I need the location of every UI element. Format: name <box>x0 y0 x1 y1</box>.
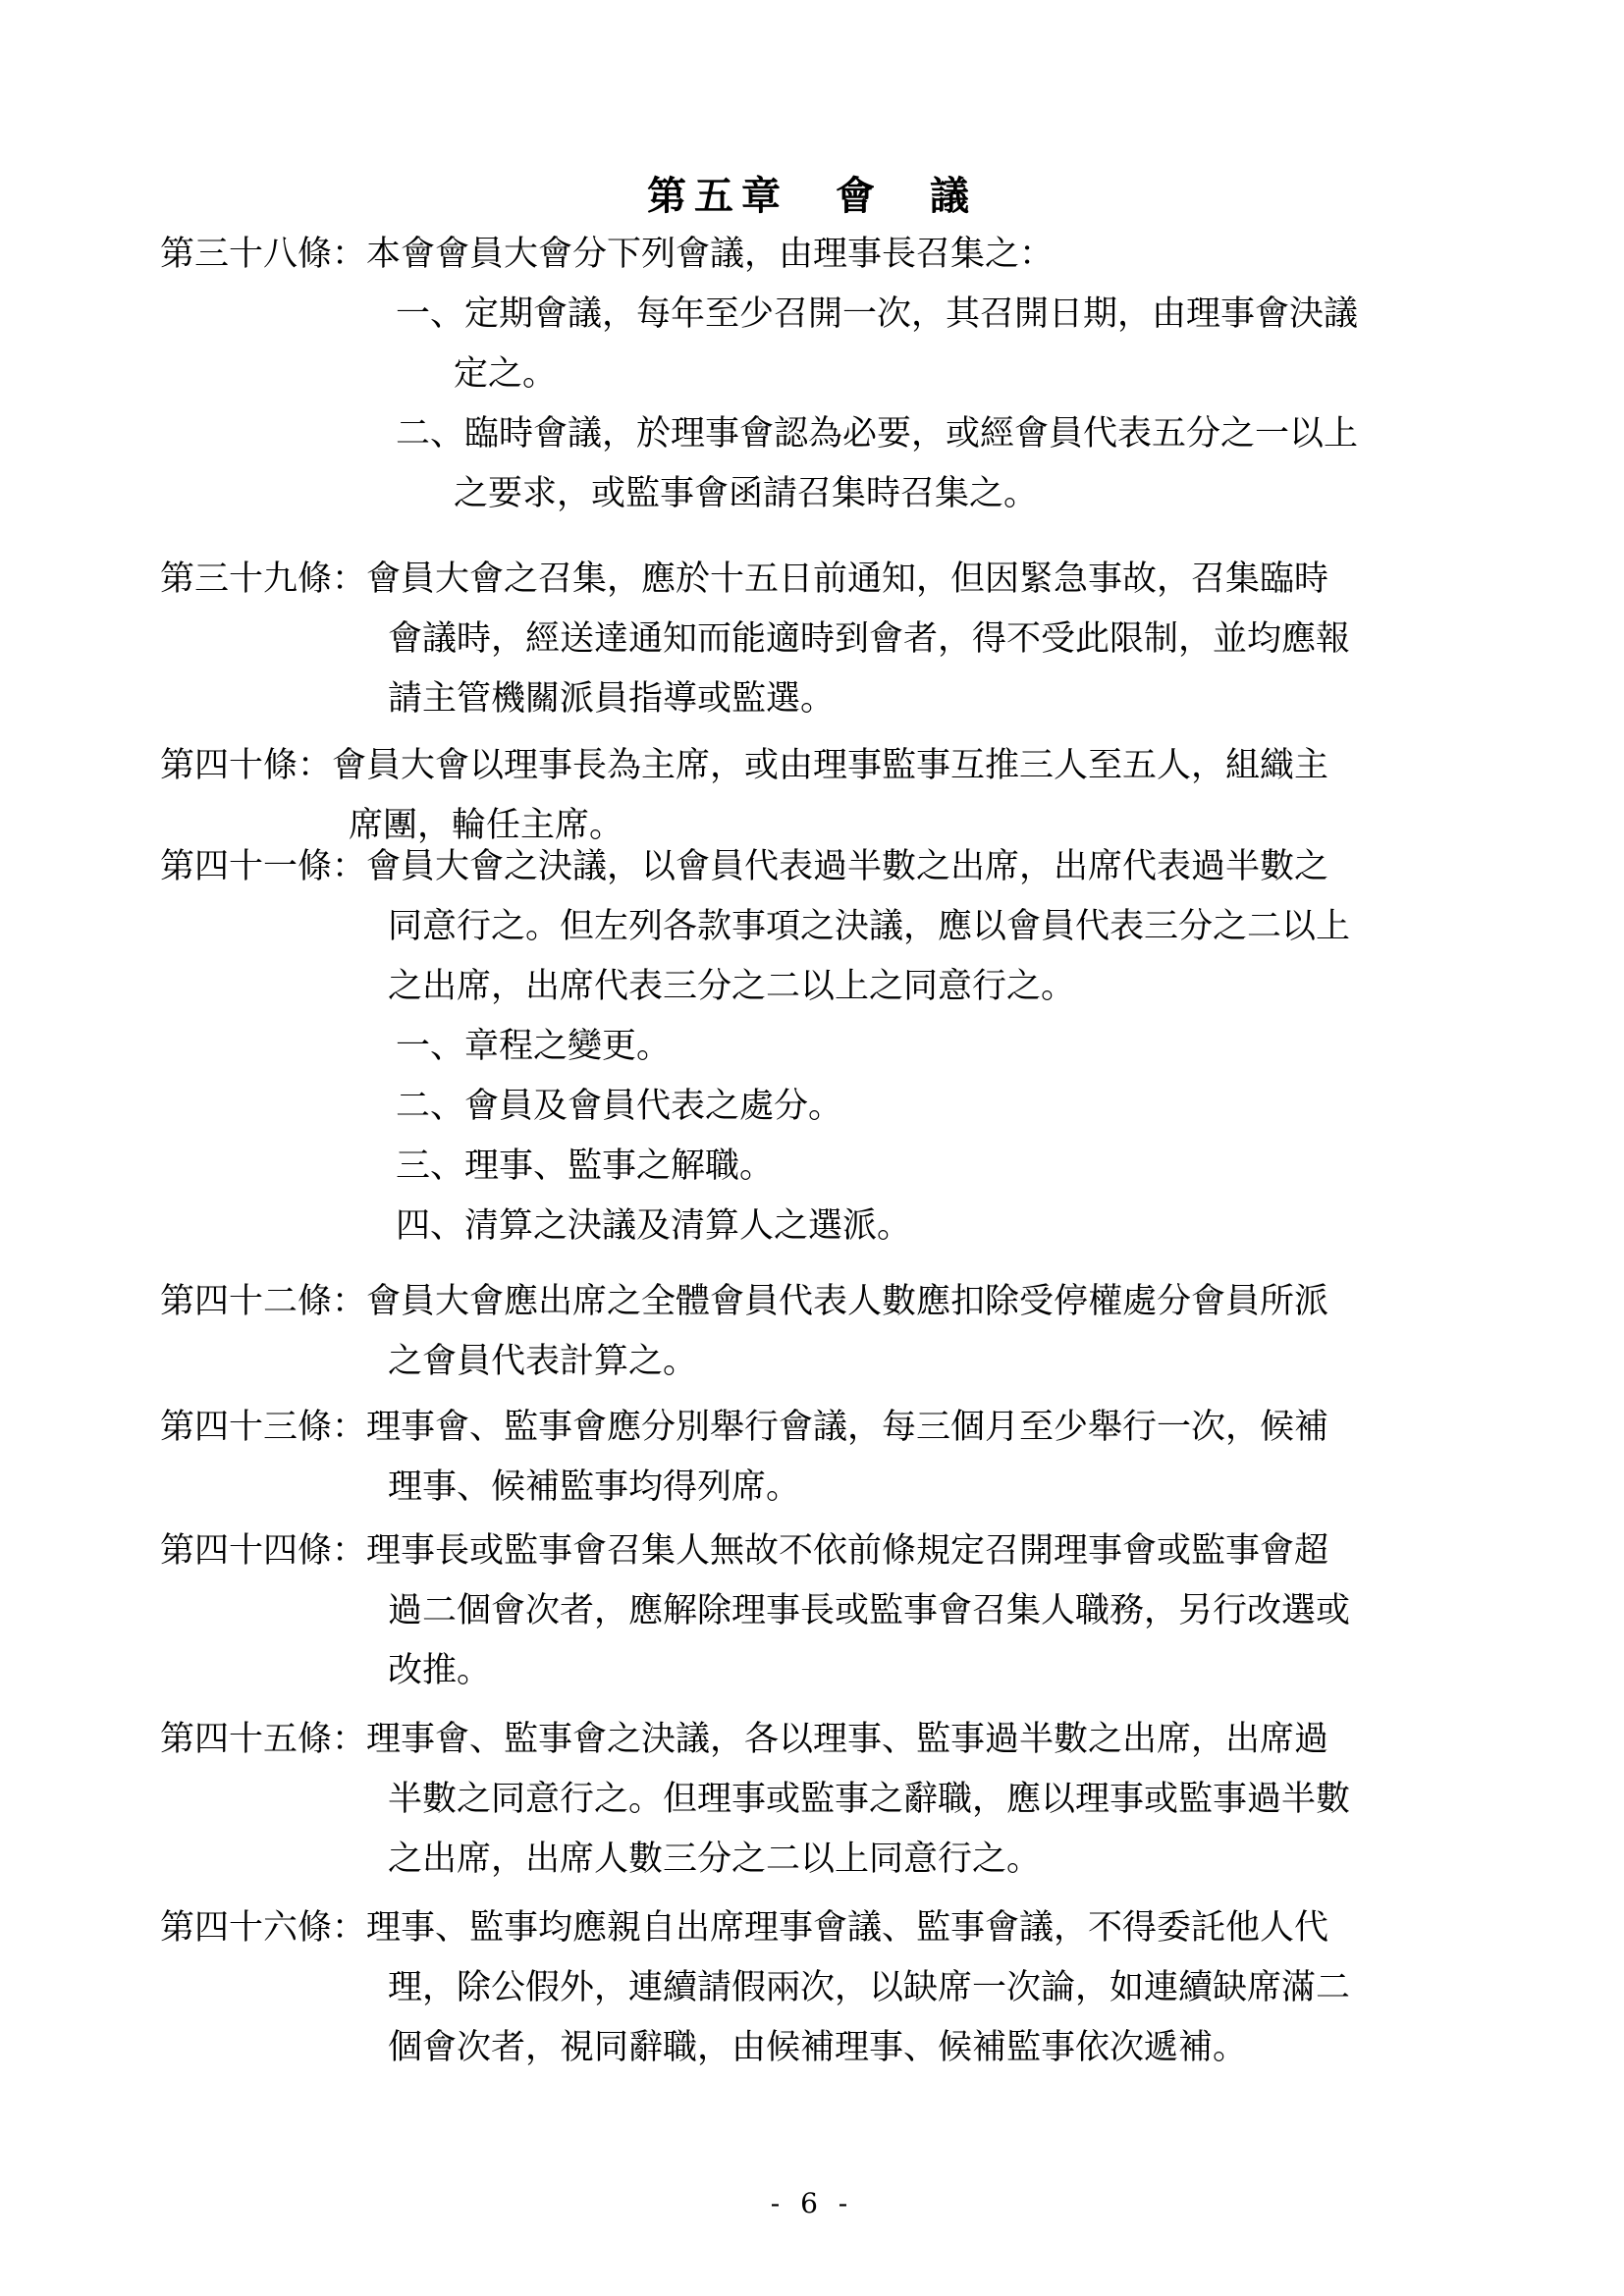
article-text-line: 本會會員大會分下列會議，由理事長召集之： <box>366 235 1055 274</box>
article-text-line: 理事、候補監事均得列席。 <box>388 1468 801 1507</box>
article-item-line: 四、清算之決議及清算人之選派。 <box>396 1206 912 1246</box>
article-text-line: 理事會、監事會之決議，各以理事、監事過半數之出席，出席過 <box>366 1720 1329 1759</box>
article-text-line: 會員大會以理事長為主席，或由理事監事互推三人至五人，組織主 <box>332 746 1329 785</box>
article-text-line: 過二個會次者，應解除理事長或監事會召集人職務，另行改選或 <box>388 1591 1351 1630</box>
article-item-line: 定之。 <box>454 354 558 394</box>
article-text-line: 之出席，出席人數三分之二以上同意行之。 <box>388 1840 1042 1879</box>
article-text-line: 理，除公假外，連續請假兩次，以缺席一次論，如連續缺席滿二 <box>388 1968 1351 2007</box>
article-heading: 第三十八條： <box>160 235 367 274</box>
article-text-line: 半數之同意行之。但理事或監事之辭職，應以理事或監事過半數 <box>388 1780 1351 1819</box>
article-heading: 第四十六條： <box>160 1908 367 1948</box>
article-heading: 第四十三條： <box>160 1408 367 1447</box>
article-item-line: 一、章程之變更。 <box>396 1027 672 1066</box>
article-text-line: 改推。 <box>388 1651 492 1690</box>
article-text-line: 請主管機關派員指導或監選。 <box>388 679 836 719</box>
article-heading: 第四十一條： <box>160 847 367 886</box>
article-item-line: 一、定期會議，每年至少召開一次，其召開日期，由理事會決議 <box>396 294 1359 334</box>
article-item-line: 二、會員及會員代表之處分。 <box>396 1087 843 1126</box>
article-text-line: 之會員代表計算之。 <box>388 1342 698 1381</box>
article-text-line: 理事、監事均應親自出席理事會議、監事會議，不得委託他人代 <box>366 1908 1329 1948</box>
article-text-line: 會議時，經送達通知而能適時到會者，得不受此限制，並均應報 <box>388 619 1351 659</box>
article-heading: 第四十四條： <box>160 1531 367 1571</box>
article-text-line: 個會次者，視同辭職，由候補理事、候補監事依次遞補。 <box>388 2028 1248 2067</box>
article-text-line: 會員大會之決議，以會員代表過半數之出席，出席代表過半數之 <box>366 847 1329 886</box>
article-item-line: 二、臨時會議，於理事會認為必要，或經會員代表五分之一以上 <box>396 414 1359 454</box>
article-text-line: 之出席，出席代表三分之二以上之同意行之。 <box>388 967 1076 1006</box>
article-text-line: 理事會、監事會應分別舉行會議，每三個月至少舉行一次，候補 <box>366 1408 1329 1447</box>
article-item-line: 三、理事、監事之解職。 <box>396 1147 775 1186</box>
article-heading: 第四十條： <box>160 746 333 785</box>
article-item-line: 之要求，或監事會函請召集時召集之。 <box>454 474 1039 513</box>
article-heading: 第四十五條： <box>160 1720 367 1759</box>
article-text-line: 會員大會應出席之全體會員代表人數應扣除受停權處分會員所派 <box>366 1282 1329 1321</box>
article-text-line: 理事長或監事會召集人無故不依前條規定召開理事會或監事會超 <box>366 1531 1329 1571</box>
chapter-title: 第五章 會 議 <box>647 173 977 219</box>
article-heading: 第四十二條： <box>160 1282 367 1321</box>
article-heading: 第三十九條： <box>160 560 367 599</box>
article-text-line: 同意行之。但左列各款事項之決議，應以會員代表三分之二以上 <box>388 907 1351 946</box>
article-text-line: 席團，輪任主席。 <box>349 806 624 845</box>
page-number: - 6 - <box>770 2187 854 2219</box>
article-text-line: 會員大會之召集，應於十五日前通知，但因緊急事故，召集臨時 <box>366 560 1329 599</box>
